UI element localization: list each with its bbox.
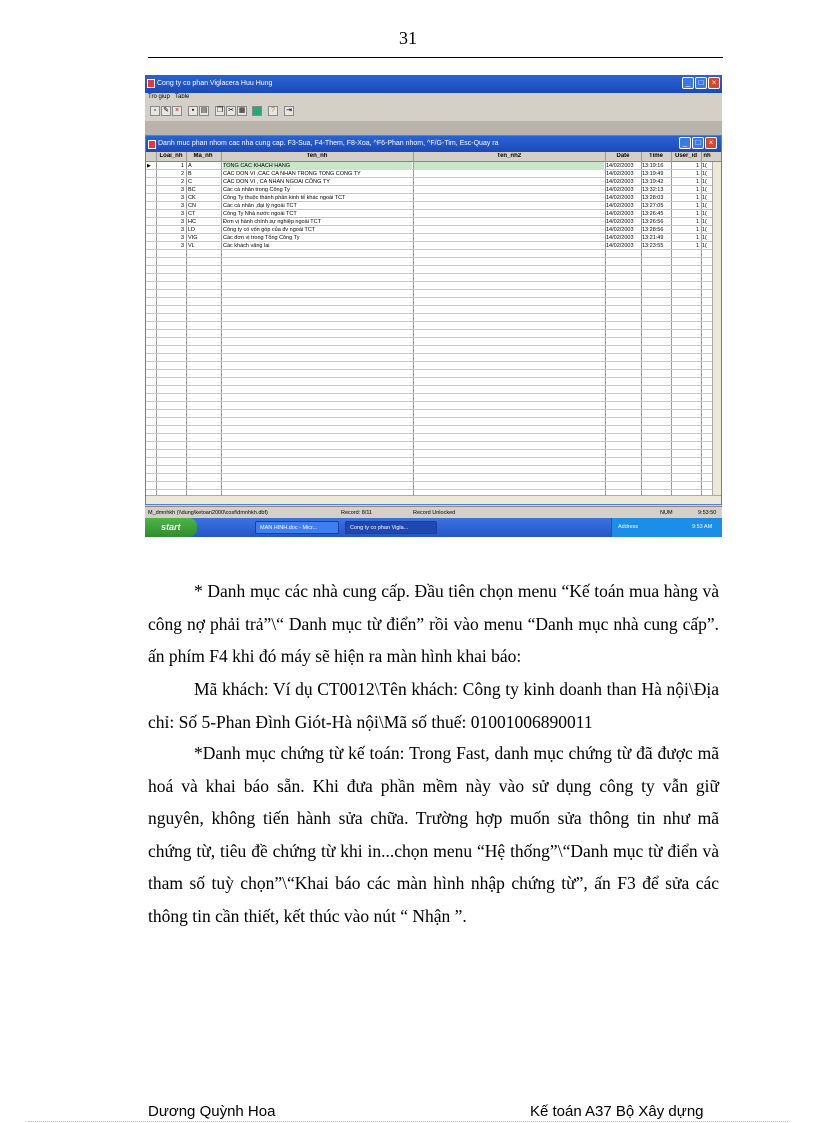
cell-x[interactable]: 1( (702, 203, 707, 209)
footer-rule (28, 1121, 788, 1122)
grid-body (146, 162, 721, 498)
page-number: 31 (399, 28, 417, 48)
cell-time[interactable]: 13:26:56 (642, 219, 664, 225)
cell-date[interactable]: 14/02/2003 (606, 203, 634, 209)
cell-x[interactable]: 1( (702, 227, 707, 233)
table-row[interactable] (146, 178, 721, 186)
cell-loai[interactable]: 3 (180, 227, 184, 233)
inner-maximize-button[interactable]: □ (692, 137, 704, 149)
cell-ma[interactable]: HC (188, 219, 196, 225)
start-button[interactable]: start (145, 518, 197, 537)
cell-user[interactable]: 1 (695, 235, 699, 241)
table-row[interactable] (146, 186, 721, 194)
cell-loai[interactable]: 1 (180, 163, 184, 169)
cell-loai[interactable]: 3 (180, 243, 184, 249)
cell-time[interactable]: 13:21:49 (642, 235, 664, 241)
system-tray (611, 518, 722, 537)
edit-icon[interactable]: ✎ (161, 106, 171, 116)
cell-x[interactable]: 1( (702, 235, 707, 241)
table-row[interactable] (146, 194, 721, 202)
cell-loai[interactable]: 3 (180, 211, 184, 217)
cell-time[interactable]: 13:27:05 (642, 203, 664, 209)
horizontal-scrollbar[interactable] (146, 495, 721, 504)
app-icon (147, 79, 155, 88)
paragraph-supplier-list: * Danh mục các nhà cung cấp. Đầu tiên chọn menu “Kế toán mua hàng và công nợ phải trả”\“ Danh mục từ điển” rồi vào menu “Danh mục nhà cung cấp”. ấn phím F4 khi đó máy sẽ hiện ra màn hình khai báo: (148, 581, 719, 666)
cell-time[interactable]: 13:19:49 (642, 171, 664, 177)
cell-ma[interactable]: BC (188, 187, 196, 193)
inner-titlebar (146, 136, 721, 152)
status-lock: Record Unlocked (413, 510, 456, 516)
book-icon[interactable] (252, 106, 262, 116)
paragraph-customer-example: Mã khách: Ví dụ CT0012\Tên khách: Công ty kinh doanh than Hà nội\Địa chỉ: Số 5-Phan Đình Giót-Hà nội\Mã số thuế: 01001006890011 (148, 679, 719, 732)
address-label: Address (618, 524, 639, 530)
app-screenshot (145, 75, 722, 537)
cell-user[interactable]: 1 (695, 171, 699, 177)
cell-time[interactable]: 13:28:56 (642, 227, 664, 233)
print-icon[interactable]: ▤ (200, 107, 208, 114)
column-header-extra[interactable]: nh (703, 153, 711, 159)
save-icon[interactable]: ▪ (188, 106, 198, 116)
table-row[interactable] (146, 226, 721, 234)
cell-x[interactable]: 1( (702, 171, 707, 177)
cell-time[interactable]: 13:28:03 (642, 195, 664, 201)
cell-loai[interactable]: 3 (180, 187, 184, 193)
cell-x[interactable]: 1( (702, 163, 707, 169)
inner-app-icon (148, 140, 156, 149)
cell-ten[interactable]: CAC DON VI ,CAC CA NHAN TRONG TONG CONG TY (223, 171, 361, 177)
cell-ma[interactable]: CT (188, 211, 196, 217)
cell-ten2[interactable] (414, 162, 604, 170)
cell-ma[interactable]: LD (188, 227, 196, 233)
column-header-time[interactable]: Time (649, 153, 663, 159)
cell-loai[interactable]: 2 (180, 179, 184, 185)
status-record: Record: 8/11 (341, 510, 373, 516)
cell-ten[interactable]: TONG CAC KHACH HANG (223, 162, 412, 170)
inner-window-title: Danh muc phan nhom cac nha cung cap. F3-Sua, F4-Them, F8-Xoa, ^F6-Phan nhom, ^F/G-Tim, Esc-Quay ra (158, 140, 499, 147)
cell-loai[interactable]: 3 (180, 235, 184, 241)
header-rule (148, 57, 723, 58)
cell-x[interactable]: 1( (702, 243, 707, 249)
cell-user[interactable]: 1 (695, 203, 699, 209)
minimize-button[interactable]: _ (682, 77, 694, 89)
cell-ten[interactable]: CAC DON VI , CA NHAN NGOAI CÔNG TY (223, 179, 330, 185)
inner-close-button[interactable]: × (705, 137, 717, 149)
cell-date[interactable]: 14/02/2003 (606, 211, 634, 217)
tray-clock: 9:53 AM (692, 524, 713, 530)
cell-date[interactable]: 14/02/2003 (606, 243, 634, 249)
cell-ten[interactable]: Các cá nhân ,đại lý ngoài TCT (223, 203, 297, 209)
vertical-scrollbar[interactable] (712, 162, 721, 498)
taskbar (145, 518, 722, 537)
cell-ten[interactable]: Đơn vị hành chính sự nghiệp ngoài TCT (223, 219, 321, 225)
table-row[interactable] (146, 234, 721, 242)
column-header-ten2[interactable]: Ten_nh2 (496, 153, 522, 159)
cell-date[interactable]: 14/02/2003 (606, 171, 634, 177)
column-header-ma[interactable]: Ma_nh (193, 153, 213, 159)
cell-ten[interactable]: Các đơn vị trong Tổng Công Ty (223, 235, 300, 241)
column-header-date[interactable]: Date (616, 153, 630, 159)
cell-ten[interactable]: Công Ty thuộc thành phần kinh tế khác ngoài TCT (223, 195, 346, 201)
cell-date[interactable]: 14/02/2003 (606, 195, 634, 201)
copy-icon[interactable]: ❐ (216, 107, 224, 114)
cell-user[interactable]: 1 (695, 195, 699, 201)
cell-loai[interactable]: 3 (180, 195, 184, 201)
table-row[interactable] (146, 242, 721, 250)
cell-ten[interactable]: Các khách vãng lai (223, 243, 270, 249)
status-path: M_dmnhkh (\\dung\ketoan2000\cosf\dmnhkh.dbf) (148, 510, 268, 516)
cell-date[interactable]: 14/02/2003 (606, 179, 634, 185)
inner-minimize-button[interactable]: _ (679, 137, 691, 149)
close-button[interactable]: × (708, 77, 720, 89)
cell-time[interactable]: 13:32:13 (642, 187, 664, 193)
cell-user[interactable]: 1 (695, 211, 699, 217)
current-row-marker: ▶ (147, 163, 151, 169)
help-icon[interactable]: ? (268, 106, 278, 116)
menu-item-table[interactable]: Table (175, 94, 190, 100)
cell-user[interactable]: 1 (695, 219, 699, 225)
exit-icon[interactable]: ⇥ (284, 106, 294, 116)
cell-ma[interactable]: A (188, 163, 192, 169)
menu-item-help[interactable]: Tro giup (148, 94, 170, 100)
cell-ten[interactable]: Các cá nhân trong Công Ty (223, 187, 290, 193)
app-window-title: Cong ty co phan Viglacera Huu Hung (157, 80, 273, 87)
cell-date[interactable]: 14/02/2003 (606, 235, 634, 241)
footer-author: Dương Quỳnh Hoa (148, 1103, 276, 1120)
column-header-user[interactable]: User_id (674, 153, 697, 159)
cell-ma[interactable]: CK (188, 195, 196, 201)
cell-time[interactable]: 13:26:45 (642, 211, 664, 217)
app-titlebar (145, 75, 722, 93)
cell-x[interactable]: 1( (702, 195, 707, 201)
cell-user[interactable]: 1 (695, 179, 699, 185)
cell-time[interactable]: 13:19:42 (642, 179, 664, 185)
table-row[interactable] (146, 170, 721, 178)
cell-ten[interactable]: Công Ty Nhà nước ngoài TCT (223, 211, 297, 217)
toolbar (148, 104, 318, 120)
delete-icon[interactable]: × (172, 106, 182, 116)
taskbar-item-app[interactable]: Cong ty co phan Vigla... (345, 521, 437, 534)
paragraph-voucher-list: *Danh mục chứng từ kế toán: Trong Fast, danh mục chứng từ đã được mã hoá và khai báo sẵn. Khi đưa phần mềm này vào sử dụng công ty vẫn giữ nguyên, không tiến hành sửa chữa. Trường hợp muốn sửa thông tin như mã chứng từ, tiêu đề chứng từ khi in...chọn menu “Hệ thống”\“Danh mục từ điển và tham số tuỳ chọn”\“Khai báo các màn hình nhập chứng từ”, ấn F3 để sửa các thông tin cần thiết, kết thúc vào nút “ Nhận ”. (148, 743, 719, 926)
table-row[interactable] (146, 162, 721, 170)
cell-ten[interactable]: Công ty có vốn góp của đv ngoài TCT (223, 227, 316, 233)
cell-date[interactable]: 14/02/2003 (606, 163, 634, 169)
cell-ma[interactable]: B (188, 171, 192, 177)
cell-loai[interactable]: 3 (180, 219, 184, 225)
cell-ma[interactable]: VL (188, 243, 195, 249)
cell-time[interactable]: 13:23:55 (642, 243, 664, 249)
cell-user[interactable]: 1 (695, 227, 699, 233)
cell-x[interactable]: 1( (702, 179, 707, 185)
cell-date[interactable]: 14/02/2003 (606, 227, 634, 233)
cell-x[interactable]: 1( (702, 187, 707, 193)
table-row[interactable] (146, 210, 721, 218)
cell-ma[interactable]: CN (188, 203, 196, 209)
cell-user[interactable]: 1 (695, 163, 699, 169)
calculator-icon[interactable]: ▦ (238, 107, 246, 114)
cell-loai[interactable]: 2 (180, 171, 184, 177)
maximize-button[interactable]: □ (695, 77, 707, 89)
cell-user[interactable]: 1 (695, 187, 699, 193)
grid-header (146, 152, 721, 162)
column-header-ten[interactable]: Ten_nh (306, 153, 328, 159)
status-num: NUM (660, 510, 673, 516)
status-time: 9:53:50 (698, 510, 717, 516)
column-header-loai[interactable]: Loai_nh (159, 153, 183, 159)
table-row[interactable] (146, 218, 721, 226)
cell-x[interactable]: 1( (702, 211, 707, 217)
cut-icon[interactable]: ✂ (226, 106, 236, 116)
taskbar-item-word[interactable]: MAN HINH.doc - Micr... (255, 521, 339, 534)
cell-loai[interactable]: 3 (180, 203, 184, 209)
cell-date[interactable]: 14/02/2003 (606, 219, 634, 225)
cell-time[interactable]: 13:19:16 (642, 163, 664, 169)
cell-ma[interactable]: C (188, 179, 192, 185)
table-row[interactable] (146, 202, 721, 210)
supplier-group-window (145, 135, 722, 505)
new-icon[interactable]: ▫ (150, 106, 160, 116)
workspace-background (145, 121, 722, 135)
footer-course: Kế toán A37 Bộ Xây dựng (530, 1103, 704, 1120)
cell-user[interactable]: 1 (695, 243, 699, 249)
cell-x[interactable]: 1( (702, 219, 707, 225)
cell-ma[interactable]: VIG (188, 235, 198, 241)
cell-date[interactable]: 14/02/2003 (606, 187, 634, 193)
menu-bar (145, 93, 722, 103)
